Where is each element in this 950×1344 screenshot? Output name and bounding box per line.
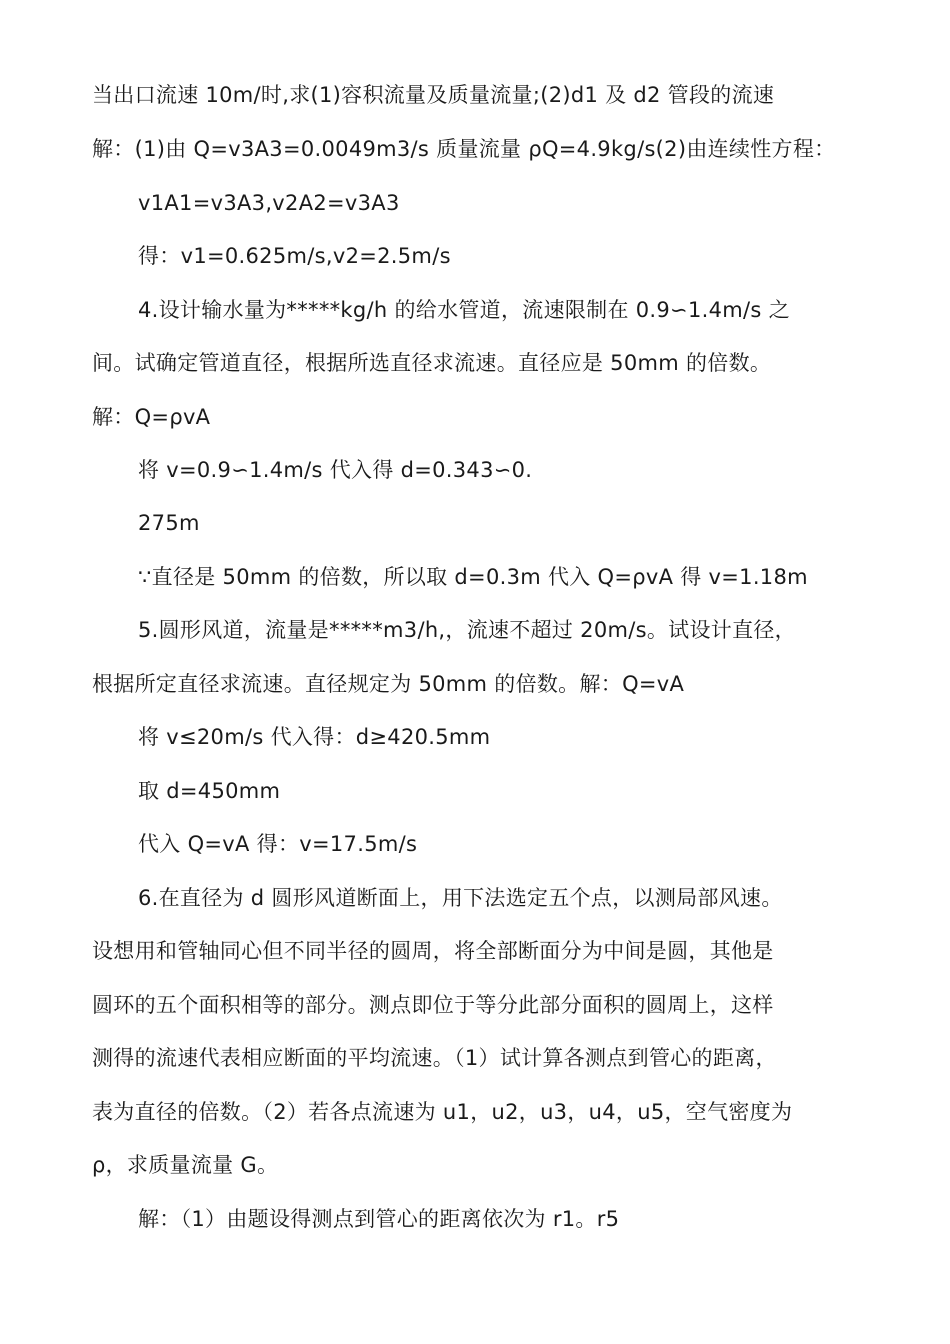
text-line-18: 圆环的五个面积相等的部分。测点即位于等分此部分面积的圆周上，这样: [92, 993, 774, 1017]
text-line-8: 将 v=0.9∽1.4m/s 代入得 d=0.343∽0.: [138, 458, 533, 482]
text-line-21: ρ，求质量流量 G。: [92, 1153, 279, 1177]
text-line-14: 取 d=450mm: [138, 779, 281, 803]
text-line-9: 275m: [138, 511, 200, 535]
text-line-17: 设想用和管轴同心但不同半径的圆周，将全部断面分为中间是圆，其他是: [92, 939, 774, 963]
text-line-16: 6.在直径为 d 圆形风道断面上，用下法选定五个点，以测局部风速。: [138, 886, 783, 910]
text-line-4: 得：v1=0.625m/s,v2=2.5m/s: [138, 244, 451, 268]
text-line-1: 当出口流速 10m/时,求(1)容积流量及质量流量;(2)d1 及 d2 管段的流速: [92, 83, 775, 107]
text-line-7: 解：Q=ρvA: [92, 405, 211, 429]
text-line-2: 解：(1)由 Q=v3A3=0.0049m3/s 质量流量 ρQ=4.9kg/s(2)由连续性方程：: [92, 137, 836, 161]
text-line-3: v1A1=v3A3,v2A2=v3A3: [138, 191, 400, 215]
text-line-11: 5.圆形风道，流量是*****m3/h,，流速不超过 20m/s。试设计直径，: [138, 618, 796, 642]
text-line-5: 4.设计输水量为*****kg/h 的给水管道，流速限制在 0.9∽1.4m/s 之: [138, 298, 790, 322]
text-line-10: ∵直径是 50mm 的倍数，所以取 d=0.3m 代入 Q=ρvA 得 v=1.18m: [138, 565, 808, 589]
text-line-12: 根据所定直径求流速。直径规定为 50mm 的倍数。解：Q=vA: [92, 672, 685, 696]
text-line-13: 将 v≤20m/s 代入得：d≥420.5mm: [138, 725, 491, 749]
text-line-22: 解：（1）由题设得测点到管心的距离依次为 r1。r5: [138, 1207, 620, 1231]
text-line-20: 表为直径的倍数。（2）若各点流速为 u1，u2，u3，u4，u5，空气密度为: [92, 1100, 793, 1124]
text-line-19: 测得的流速代表相应断面的平均流速。（1）试计算各测点到管心的距离，: [92, 1046, 777, 1070]
text-line-6: 间。试确定管道直径，根据所选直径求流速。直径应是 50mm 的倍数。: [92, 351, 772, 375]
text-line-15: 代入 Q=vA 得：v=17.5m/s: [138, 832, 418, 856]
